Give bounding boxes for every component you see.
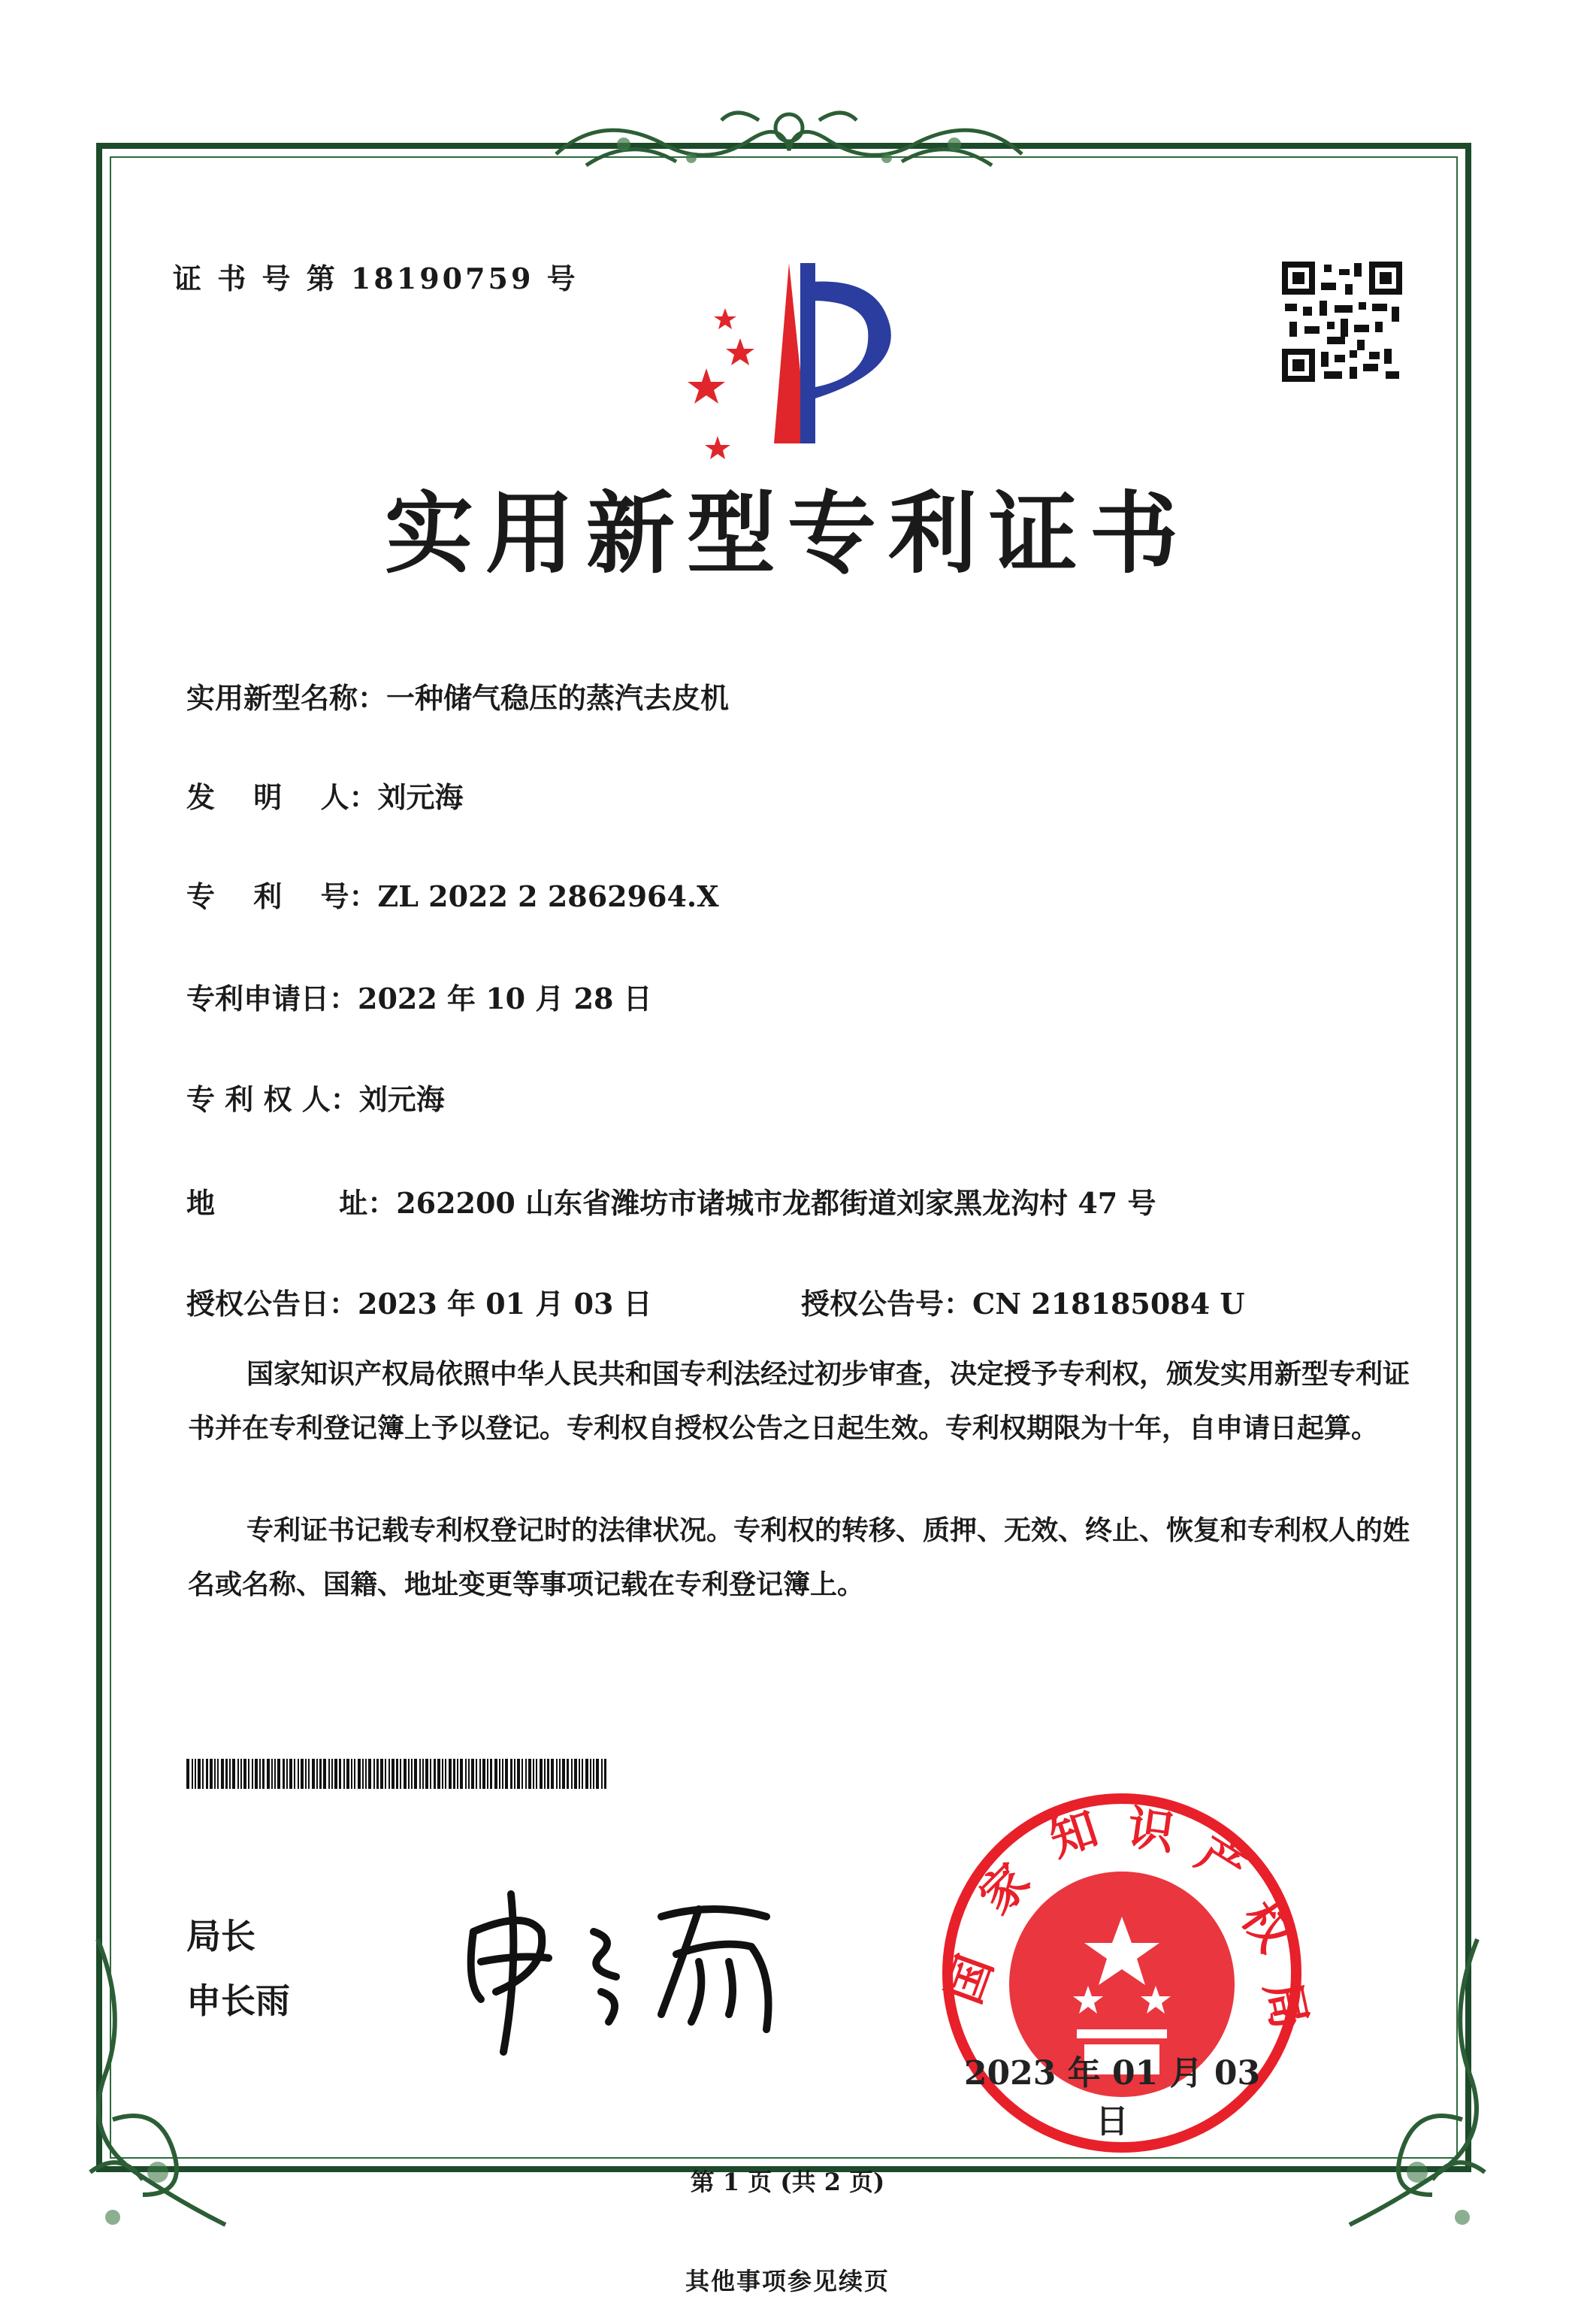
field-value: 262200 山东省潍坊市诸城市龙都街道刘家黑龙沟村 47 号 — [396, 1186, 1156, 1220]
director-title: 局长 — [186, 1916, 255, 1956]
field-value: 2022 年 10 月 28 日 — [358, 982, 652, 1015]
barcode-icon — [186, 1759, 610, 1789]
handwritten-signature — [451, 1864, 812, 2059]
director-name: 申长雨 — [186, 1981, 290, 2021]
field-value: 一种储气稳压的蒸汽去皮机 — [386, 681, 730, 715]
qr-code-icon — [1282, 262, 1402, 382]
field-label: 发 明 人： — [186, 780, 378, 814]
field-value: ZL 2022 2 2862964.X — [377, 879, 719, 913]
grant-statement-paragraph: 国家知识产权局依照中华人民共和国专利法经过初步审查，决定授予专利权，颁发实用新型专利证书并在专利登记簿上予以登记。专利权自授权公告之日起生效。专利权期限为十年，自申请日起算。 — [188, 1358, 1410, 1444]
field-grant-number — [801, 1281, 1245, 1322]
svg-text:产: 产 — [1187, 1825, 1256, 1897]
svg-text:识: 识 — [1123, 1799, 1178, 1861]
field-filing-date — [186, 976, 652, 1017]
field-label: 实用新型名称： — [186, 681, 387, 715]
svg-text:家: 家 — [968, 1853, 1041, 1925]
footer-note: 其他事项参见续页 — [685, 2267, 890, 2295]
field-label: 专 利 号： — [186, 879, 378, 913]
legal-status-paragraph: 专利证书记载专利权登记时的法律状况。专利权的转移、质押、无效、终止、恢复和专利权人的姓名或名称、国籍、地址变更等事项记载在专利登记簿上。 — [188, 1515, 1410, 1600]
field-label: 地 址： — [186, 1186, 397, 1220]
field-value: 刘元海 — [377, 780, 464, 814]
field-grant-date — [186, 1281, 652, 1322]
field-label: 专 利 权 人： — [186, 1082, 359, 1116]
seal-date: 2023 年 01 月 03 日 — [963, 2054, 1261, 2141]
certificate-number: 证 书 号 第 18190759 号 — [173, 262, 579, 295]
field-value: 刘元海 — [358, 1082, 445, 1116]
field-value: 2023 年 01 月 03 日 — [358, 1287, 652, 1321]
field-value: CN 218185084 U — [972, 1287, 1245, 1321]
field-patent-number — [186, 873, 719, 915]
field-label: 授权公告号： — [801, 1287, 973, 1321]
svg-text:知: 知 — [1043, 1800, 1105, 1868]
svg-text:国: 国 — [936, 1947, 1004, 2011]
certificate-title: 实用新型专利证书 — [384, 482, 1190, 586]
field-utility-model-name — [186, 675, 729, 716]
field-inventor — [186, 774, 463, 816]
page-indicator: 第 1 页 (共 2 页) — [690, 2168, 885, 2196]
cnipa-logo-icon — [661, 256, 917, 451]
field-label: 授权公告日： — [186, 1287, 358, 1321]
field-label: 专利申请日： — [186, 982, 358, 1015]
field-patentee — [186, 1076, 445, 1118]
svg-text:局: 局 — [1254, 1976, 1318, 2034]
svg-text:权: 权 — [1230, 1891, 1303, 1962]
field-address — [186, 1180, 1156, 1221]
